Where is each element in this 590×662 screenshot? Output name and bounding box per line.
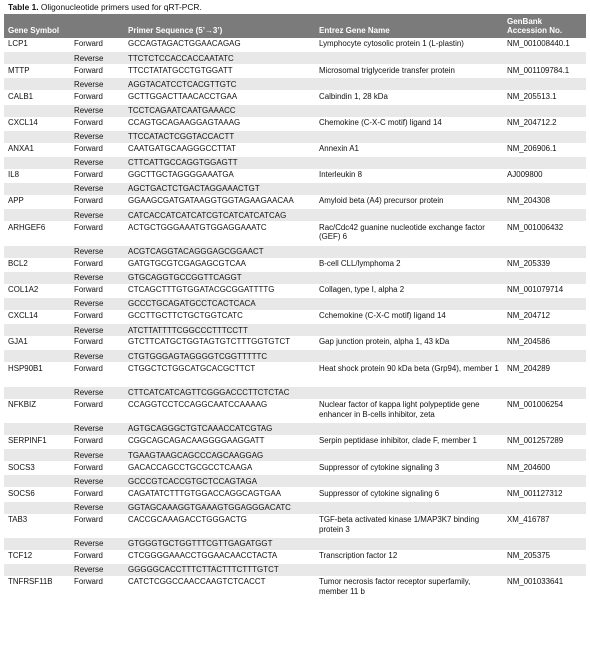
accession-cell: NM_204712: [507, 311, 550, 321]
direction-reverse-cell: Reverse: [74, 273, 104, 283]
gene-name-cell: Heat shock protein 90 kDa beta (Grp94), member 1: [319, 363, 499, 373]
table-row-reverse: [4, 209, 586, 221]
reverse-sequence-cell: TCCTCAGAATCAATGAAACC: [128, 105, 236, 115]
gene-symbol-empty-cell: [4, 209, 70, 221]
gene-name-cell: Annexin A1: [319, 144, 359, 154]
table-caption: [4, 0, 586, 14]
accession-empty-cell: [503, 387, 586, 399]
gene-name-empty-cell: [315, 78, 503, 90]
table-row-forward: [4, 64, 586, 78]
accession-empty-cell: [503, 78, 586, 90]
direction-reverse-cell: Reverse: [74, 246, 104, 256]
accession-cell: NM_206906.1: [507, 144, 557, 154]
reverse-sequence-cell: TGAAGTAAGCAGCCCAGCAAGGAG: [128, 450, 264, 460]
gene-name-cell: Rac/Cdc42 guanine nucleotide exchange factor (GEF) 6: [319, 222, 485, 242]
gene-name-cell: Microsomal triglyceride transfer protein: [319, 65, 455, 75]
accession-cell: NM_001008440.1: [507, 39, 570, 49]
forward-sequence-cell: GATGTGCGTCGAGAGCGTCAA: [128, 258, 246, 268]
table-row-reverse: [4, 502, 586, 514]
direction-reverse-cell: Reverse: [74, 424, 104, 434]
accession-empty-cell: [503, 475, 586, 487]
gene-name-empty-cell: [315, 157, 503, 169]
accession-empty-cell: [503, 131, 586, 143]
accession-cell: NM_001033641: [507, 577, 564, 587]
forward-sequence-cell: GGAAGCGATGATAAGGTGGTAGAAGAACAA: [128, 196, 294, 206]
gene-name-empty-cell: [315, 272, 503, 284]
gene-name-cell: TGF-beta activated kinase 1/MAP3K7 binding protein 3: [319, 514, 480, 534]
reverse-sequence-cell: GGGGGCACCTTTCTTACTTTCTTTGTCT: [128, 565, 279, 575]
accession-cell: NM_204289: [507, 363, 550, 373]
direction-reverse-cell: Reverse: [74, 388, 104, 398]
direction-forward-cell: Forward: [74, 577, 103, 587]
table-row-forward: [4, 336, 586, 350]
accession-cell: NM_204600: [507, 462, 550, 472]
gene-name-cell: Nuclear factor of kappa light polypeptide gene enhancer in B-cells inhibitor, zeta: [319, 400, 480, 419]
accession-cell: NM_001079714: [507, 285, 564, 295]
reverse-sequence-cell: TTCCATACTCGGTACCACTT: [128, 132, 235, 142]
accession-empty-cell: [503, 449, 586, 461]
reverse-sequence-cell: GCCCTGCAGATGCCTCACTCACA: [128, 299, 256, 309]
table-row-forward: [4, 221, 586, 245]
accession-empty-cell: [503, 246, 586, 258]
reverse-sequence-cell: AGGTACATCCTCACGTTGTC: [128, 79, 237, 89]
gene-symbol-cell: TAB3: [8, 514, 28, 524]
gene-symbol-empty-cell: [4, 78, 70, 90]
gene-name-cell: B-cell CLL/lymphoma 2: [319, 258, 401, 268]
direction-reverse-cell: Reverse: [74, 53, 104, 63]
gene-symbol-empty-cell: [4, 502, 70, 514]
table-row-reverse: [4, 246, 586, 258]
forward-sequence-cell: CTCAGCTTTGTGGATACGCGGATTTTG: [128, 285, 275, 295]
table-row-forward: [4, 310, 586, 324]
gene-name-empty-cell: [315, 564, 503, 576]
table-row-forward: [4, 487, 586, 501]
forward-sequence-cell: CACCGCAAAGACCTGGGACTG: [128, 514, 247, 524]
gene-name-cell: Collagen, type I, alpha 2: [319, 285, 405, 295]
table-row-forward: [4, 514, 586, 538]
primer-table: [4, 14, 586, 600]
direction-reverse-cell: Reverse: [74, 184, 104, 194]
direction-forward-cell: Forward: [74, 488, 103, 498]
direction-reverse-cell: Reverse: [74, 539, 104, 549]
gene-symbol-empty-cell: [4, 105, 70, 117]
direction-forward-cell: Forward: [74, 514, 103, 524]
accession-cell: AJ009800: [507, 170, 543, 180]
forward-sequence-cell: CAGATATCTTTGTGGACCAGGCAGTGAA: [128, 488, 282, 498]
reverse-sequence-cell: GTGGGTGCTGGTTTCGTTGAGATGGT: [128, 539, 273, 549]
table-row-reverse: [4, 449, 586, 461]
gene-symbol-empty-cell: [4, 246, 70, 258]
forward-sequence-cell: TTCCTATATGCCTGTGGATT: [128, 65, 233, 75]
reverse-sequence-cell: ATCTTATTTTCGGCCCTTTCCTT: [128, 325, 248, 335]
gene-name-cell: Amyloid beta (A4) precursor protein: [319, 196, 444, 206]
direction-forward-cell: Forward: [74, 311, 103, 321]
accession-cell: NM_001006432: [507, 222, 564, 232]
table-row-reverse: [4, 350, 586, 362]
table-row-reverse: [4, 538, 586, 550]
direction-reverse-cell: Reverse: [74, 476, 104, 486]
table-row-reverse: [4, 423, 586, 435]
table-row-reverse: [4, 564, 586, 576]
forward-sequence-cell: CTGGCTCTGGCATGCACGCTTCT: [128, 363, 256, 373]
direction-reverse-cell: Reverse: [74, 210, 104, 220]
direction-reverse-cell: Reverse: [74, 351, 104, 361]
direction-reverse-cell: Reverse: [74, 158, 104, 168]
gene-symbol-cell: SERPINF1: [8, 436, 47, 446]
reverse-sequence-cell: CTGTGGGAGTAGGGGTCGGTTTTTC: [128, 351, 268, 361]
gene-name-empty-cell: [315, 105, 503, 117]
gene-name-cell: Suppressor of cytokine signaling 6: [319, 488, 440, 498]
accession-empty-cell: [503, 105, 586, 117]
direction-reverse-cell: Reverse: [74, 79, 104, 89]
gene-symbol-cell: NFKBIZ: [8, 400, 37, 410]
table-row-forward: [4, 576, 586, 600]
table-header-row: [4, 14, 586, 38]
gene-symbol-cell: BCL2: [8, 258, 28, 268]
gene-symbol-empty-cell: [4, 183, 70, 195]
forward-sequence-cell: CGGCAGCAGACAAGGGGAAGGATT: [128, 436, 265, 446]
gene-symbol-cell: SOCS6: [8, 488, 35, 498]
table-body: [4, 38, 586, 600]
direction-forward-cell: Forward: [74, 337, 103, 347]
gene-symbol-cell: SOCS3: [8, 462, 35, 472]
gene-symbol-empty-cell: [4, 131, 70, 143]
gene-name-empty-cell: [315, 538, 503, 550]
accession-cell: NM_204712.2: [507, 117, 557, 127]
accession-cell: NM_204308: [507, 196, 550, 206]
table-row-forward: [4, 38, 586, 52]
gene-symbol-cell: CXCL14: [8, 311, 38, 321]
accession-cell: NM_001006254: [507, 400, 564, 410]
accession-cell: NM_205339: [507, 258, 550, 268]
accession-empty-cell: [503, 502, 586, 514]
gene-symbol-empty-cell: [4, 475, 70, 487]
forward-sequence-cell: ACTGCTGGGAAATGTGGAGGAAATC: [128, 222, 267, 232]
table-row-forward: [4, 461, 586, 475]
table-row-forward: [4, 362, 586, 386]
direction-forward-cell: Forward: [74, 196, 103, 206]
forward-sequence-cell: GGCTTGCTAGGGGAAATGA: [128, 170, 234, 180]
gene-symbol-empty-cell: [4, 449, 70, 461]
table-row-reverse: [4, 131, 586, 143]
direction-forward-cell: Forward: [74, 462, 103, 472]
direction-forward-cell: Forward: [74, 117, 103, 127]
direction-forward-cell: Forward: [74, 436, 103, 446]
forward-sequence-cell: CAATGATGCAAGGGCCTTAT: [128, 144, 236, 154]
table-row-forward: [4, 169, 586, 183]
header-direction: [70, 14, 124, 38]
accession-cell: NM_001257289: [507, 436, 564, 446]
reverse-sequence-cell: AGCTGACTCTGACTAGGAAACTGT: [128, 184, 260, 194]
table-caption-text: Oligonucleotide primers used for qRT-PCR.: [40, 2, 202, 12]
accession-empty-cell: [503, 538, 586, 550]
gene-name-cell: Cchemokine (C-X-C motif) ligand 14: [319, 311, 446, 321]
reverse-sequence-cell: GTGCAGGTGCCGGTTCAGGT: [128, 273, 242, 283]
direction-forward-cell: Forward: [74, 400, 103, 410]
gene-name-empty-cell: [315, 209, 503, 221]
gene-name-cell: Serpin peptidase inhibitor, clade F, member 1: [319, 436, 477, 446]
table-header: [4, 14, 586, 38]
header-genbank-line2: Accession No.: [507, 26, 563, 36]
gene-name-cell: Lymphocyte cytosolic protein 1 (L-plastin): [319, 39, 464, 49]
accession-cell: NM_001127312: [507, 488, 563, 498]
table-row-forward: [4, 117, 586, 131]
reverse-sequence-cell: CATCACCATCATCATCGTCATCATCATCAG: [128, 210, 287, 220]
accession-empty-cell: [503, 272, 586, 284]
header-gene-symbol: Gene Symbol: [8, 26, 60, 36]
gene-name-empty-cell: [315, 52, 503, 64]
table-row-forward: [4, 284, 586, 298]
reverse-sequence-cell: GCCCGTCACCGTGCTCCAGTAGA: [128, 476, 258, 486]
direction-forward-cell: Forward: [74, 363, 103, 373]
gene-symbol-cell: COL1A2: [8, 285, 39, 295]
gene-symbol-empty-cell: [4, 538, 70, 550]
table-row-forward: [4, 90, 586, 104]
table-row-forward: [4, 258, 586, 272]
table-row-forward: [4, 195, 586, 209]
header-primer-sequence: Primer Sequence (5’→3’): [128, 26, 223, 36]
direction-forward-cell: Forward: [74, 91, 103, 101]
direction-reverse-cell: Reverse: [74, 565, 104, 575]
gene-symbol-empty-cell: [4, 324, 70, 336]
table-row-reverse: [4, 475, 586, 487]
table-row-reverse: [4, 272, 586, 284]
gene-symbol-cell: IL8: [8, 170, 19, 180]
accession-cell: NM_001109784.1: [507, 65, 570, 75]
gene-name-cell: Gap junction protein, alpha 1, 43 kDa: [319, 337, 450, 347]
gene-symbol-empty-cell: [4, 387, 70, 399]
reverse-sequence-cell: GGTAGCAAAGGTGAAAGTGGAGGGACATC: [128, 502, 291, 512]
gene-name-empty-cell: [315, 449, 503, 461]
gene-name-empty-cell: [315, 350, 503, 362]
gene-symbol-empty-cell: [4, 350, 70, 362]
gene-name-empty-cell: [315, 246, 503, 258]
reverse-sequence-cell: AGTGCAGGGCTGTCAAACCATCGTAG: [128, 424, 273, 434]
reverse-sequence-cell: CTTCATCATCAGTTCGGGACCCTTCTCTAC: [128, 388, 290, 398]
forward-sequence-cell: GACACCAGCCTGCGCCTCAAGA: [128, 462, 253, 472]
gene-name-empty-cell: [315, 475, 503, 487]
forward-sequence-cell: GTCTTCATGCTGGTAGTGTCTTTGGTGTCT: [128, 337, 291, 347]
gene-name-cell: Interleukin 8: [319, 170, 362, 180]
gene-name-cell: Suppressor of cytokine signaling 3: [319, 462, 440, 472]
table-row-forward: [4, 550, 586, 564]
forward-sequence-cell: GCCAGTAGACTGGAACAGAG: [128, 39, 241, 49]
table-row-reverse: [4, 387, 586, 399]
accession-cell: XM_416787: [507, 514, 550, 524]
header-genbank-accession: [503, 14, 586, 38]
gene-symbol-cell: ANXA1: [8, 144, 34, 154]
gene-name-empty-cell: [315, 183, 503, 195]
direction-reverse-cell: Reverse: [74, 450, 104, 460]
table-row-reverse: [4, 105, 586, 117]
gene-name-cell: Tumor necrosis factor receptor superfamily, member 11 b: [319, 577, 471, 597]
table-row-reverse: [4, 324, 586, 336]
accession-empty-cell: [503, 183, 586, 195]
gene-symbol-empty-cell: [4, 564, 70, 576]
header-entrez-gene-name: Entrez Gene Name: [319, 26, 390, 36]
direction-reverse-cell: Reverse: [74, 325, 104, 335]
gene-symbol-cell: CXCL14: [8, 117, 38, 127]
accession-cell: NM_204586: [507, 337, 550, 347]
reverse-sequence-cell: CTTCATTGCCAGGTGGAGTT: [128, 158, 238, 168]
accession-empty-cell: [503, 564, 586, 576]
reverse-sequence-cell: TTCTCTCCACCACCAATATC: [128, 53, 234, 63]
forward-sequence-cell: GCTTGGACTTAACACCTGAA: [128, 91, 238, 101]
gene-name-empty-cell: [315, 502, 503, 514]
table-row-forward: [4, 435, 586, 449]
gene-name-empty-cell: [315, 298, 503, 310]
accession-empty-cell: [503, 324, 586, 336]
gene-symbol-empty-cell: [4, 157, 70, 169]
accession-empty-cell: [503, 423, 586, 435]
gene-symbol-cell: APP: [8, 196, 24, 206]
accession-empty-cell: [503, 350, 586, 362]
gene-symbol-cell: GJA1: [8, 337, 28, 347]
header-genbank-line1: GenBank: [507, 16, 543, 26]
accession-empty-cell: [503, 298, 586, 310]
accession-empty-cell: [503, 209, 586, 221]
gene-name-empty-cell: [315, 324, 503, 336]
gene-symbol-empty-cell: [4, 52, 70, 64]
gene-name-empty-cell: [315, 131, 503, 143]
direction-forward-cell: Forward: [74, 258, 103, 268]
table-caption-label: Table 1.: [8, 2, 39, 12]
direction-forward-cell: Forward: [74, 285, 103, 295]
table-row-forward: [4, 143, 586, 157]
direction-forward-cell: Forward: [74, 65, 103, 75]
table-row-forward: [4, 399, 586, 423]
direction-reverse-cell: Reverse: [74, 105, 104, 115]
forward-sequence-cell: CCAGGTCCTCCAGGCAATCCAAAAG: [128, 400, 268, 410]
gene-name-cell: Transcription factor 12: [319, 551, 398, 561]
table-row-reverse: [4, 183, 586, 195]
direction-forward-cell: Forward: [74, 222, 103, 232]
direction-reverse-cell: Reverse: [74, 132, 104, 142]
accession-cell: NM_205375: [507, 551, 550, 561]
table-row-reverse: [4, 157, 586, 169]
gene-symbol-cell: TNFRSF11B: [8, 577, 53, 587]
direction-forward-cell: Forward: [74, 551, 103, 561]
accession-empty-cell: [503, 157, 586, 169]
gene-symbol-cell: TCF12: [8, 551, 33, 561]
gene-symbol-empty-cell: [4, 272, 70, 284]
accession-cell: NM_205513.1: [507, 91, 557, 101]
forward-sequence-cell: CATCTCGGCCAACCAAGTCTCACCT: [128, 577, 266, 587]
gene-symbol-cell: ARHGEF6: [8, 222, 46, 232]
direction-forward-cell: Forward: [74, 144, 103, 154]
direction-reverse-cell: Reverse: [74, 299, 104, 309]
gene-name-cell: Calbindin 1, 28 kDa: [319, 91, 388, 101]
gene-name-empty-cell: [315, 387, 503, 399]
gene-symbol-cell: MTTP: [8, 65, 30, 75]
gene-symbol-cell: HSP90B1: [8, 363, 43, 373]
table-row-reverse: [4, 52, 586, 64]
direction-forward-cell: Forward: [74, 39, 103, 49]
direction-reverse-cell: Reverse: [74, 502, 104, 512]
gene-symbol-cell: CALB1: [8, 91, 34, 101]
accession-empty-cell: [503, 52, 586, 64]
gene-name-cell: Chemokine (C-X-C motif) ligand 14: [319, 117, 442, 127]
table-row-reverse: [4, 298, 586, 310]
reverse-sequence-cell: ACGTCAGGTACAGGGAGCGGAACT: [128, 246, 264, 256]
forward-sequence-cell: CCAGTGCAGAAGGAGTAAAG: [128, 117, 241, 127]
gene-symbol-empty-cell: [4, 423, 70, 435]
forward-sequence-cell: GCCTTGCTTCTGCTGGTCATC: [128, 311, 243, 321]
direction-forward-cell: Forward: [74, 170, 103, 180]
gene-symbol-cell: LCP1: [8, 39, 28, 49]
table-row-reverse: [4, 78, 586, 90]
forward-sequence-cell: CTCGGGGAAACCTGGAACAACCTACTA: [128, 551, 278, 561]
gene-symbol-empty-cell: [4, 298, 70, 310]
gene-name-empty-cell: [315, 423, 503, 435]
